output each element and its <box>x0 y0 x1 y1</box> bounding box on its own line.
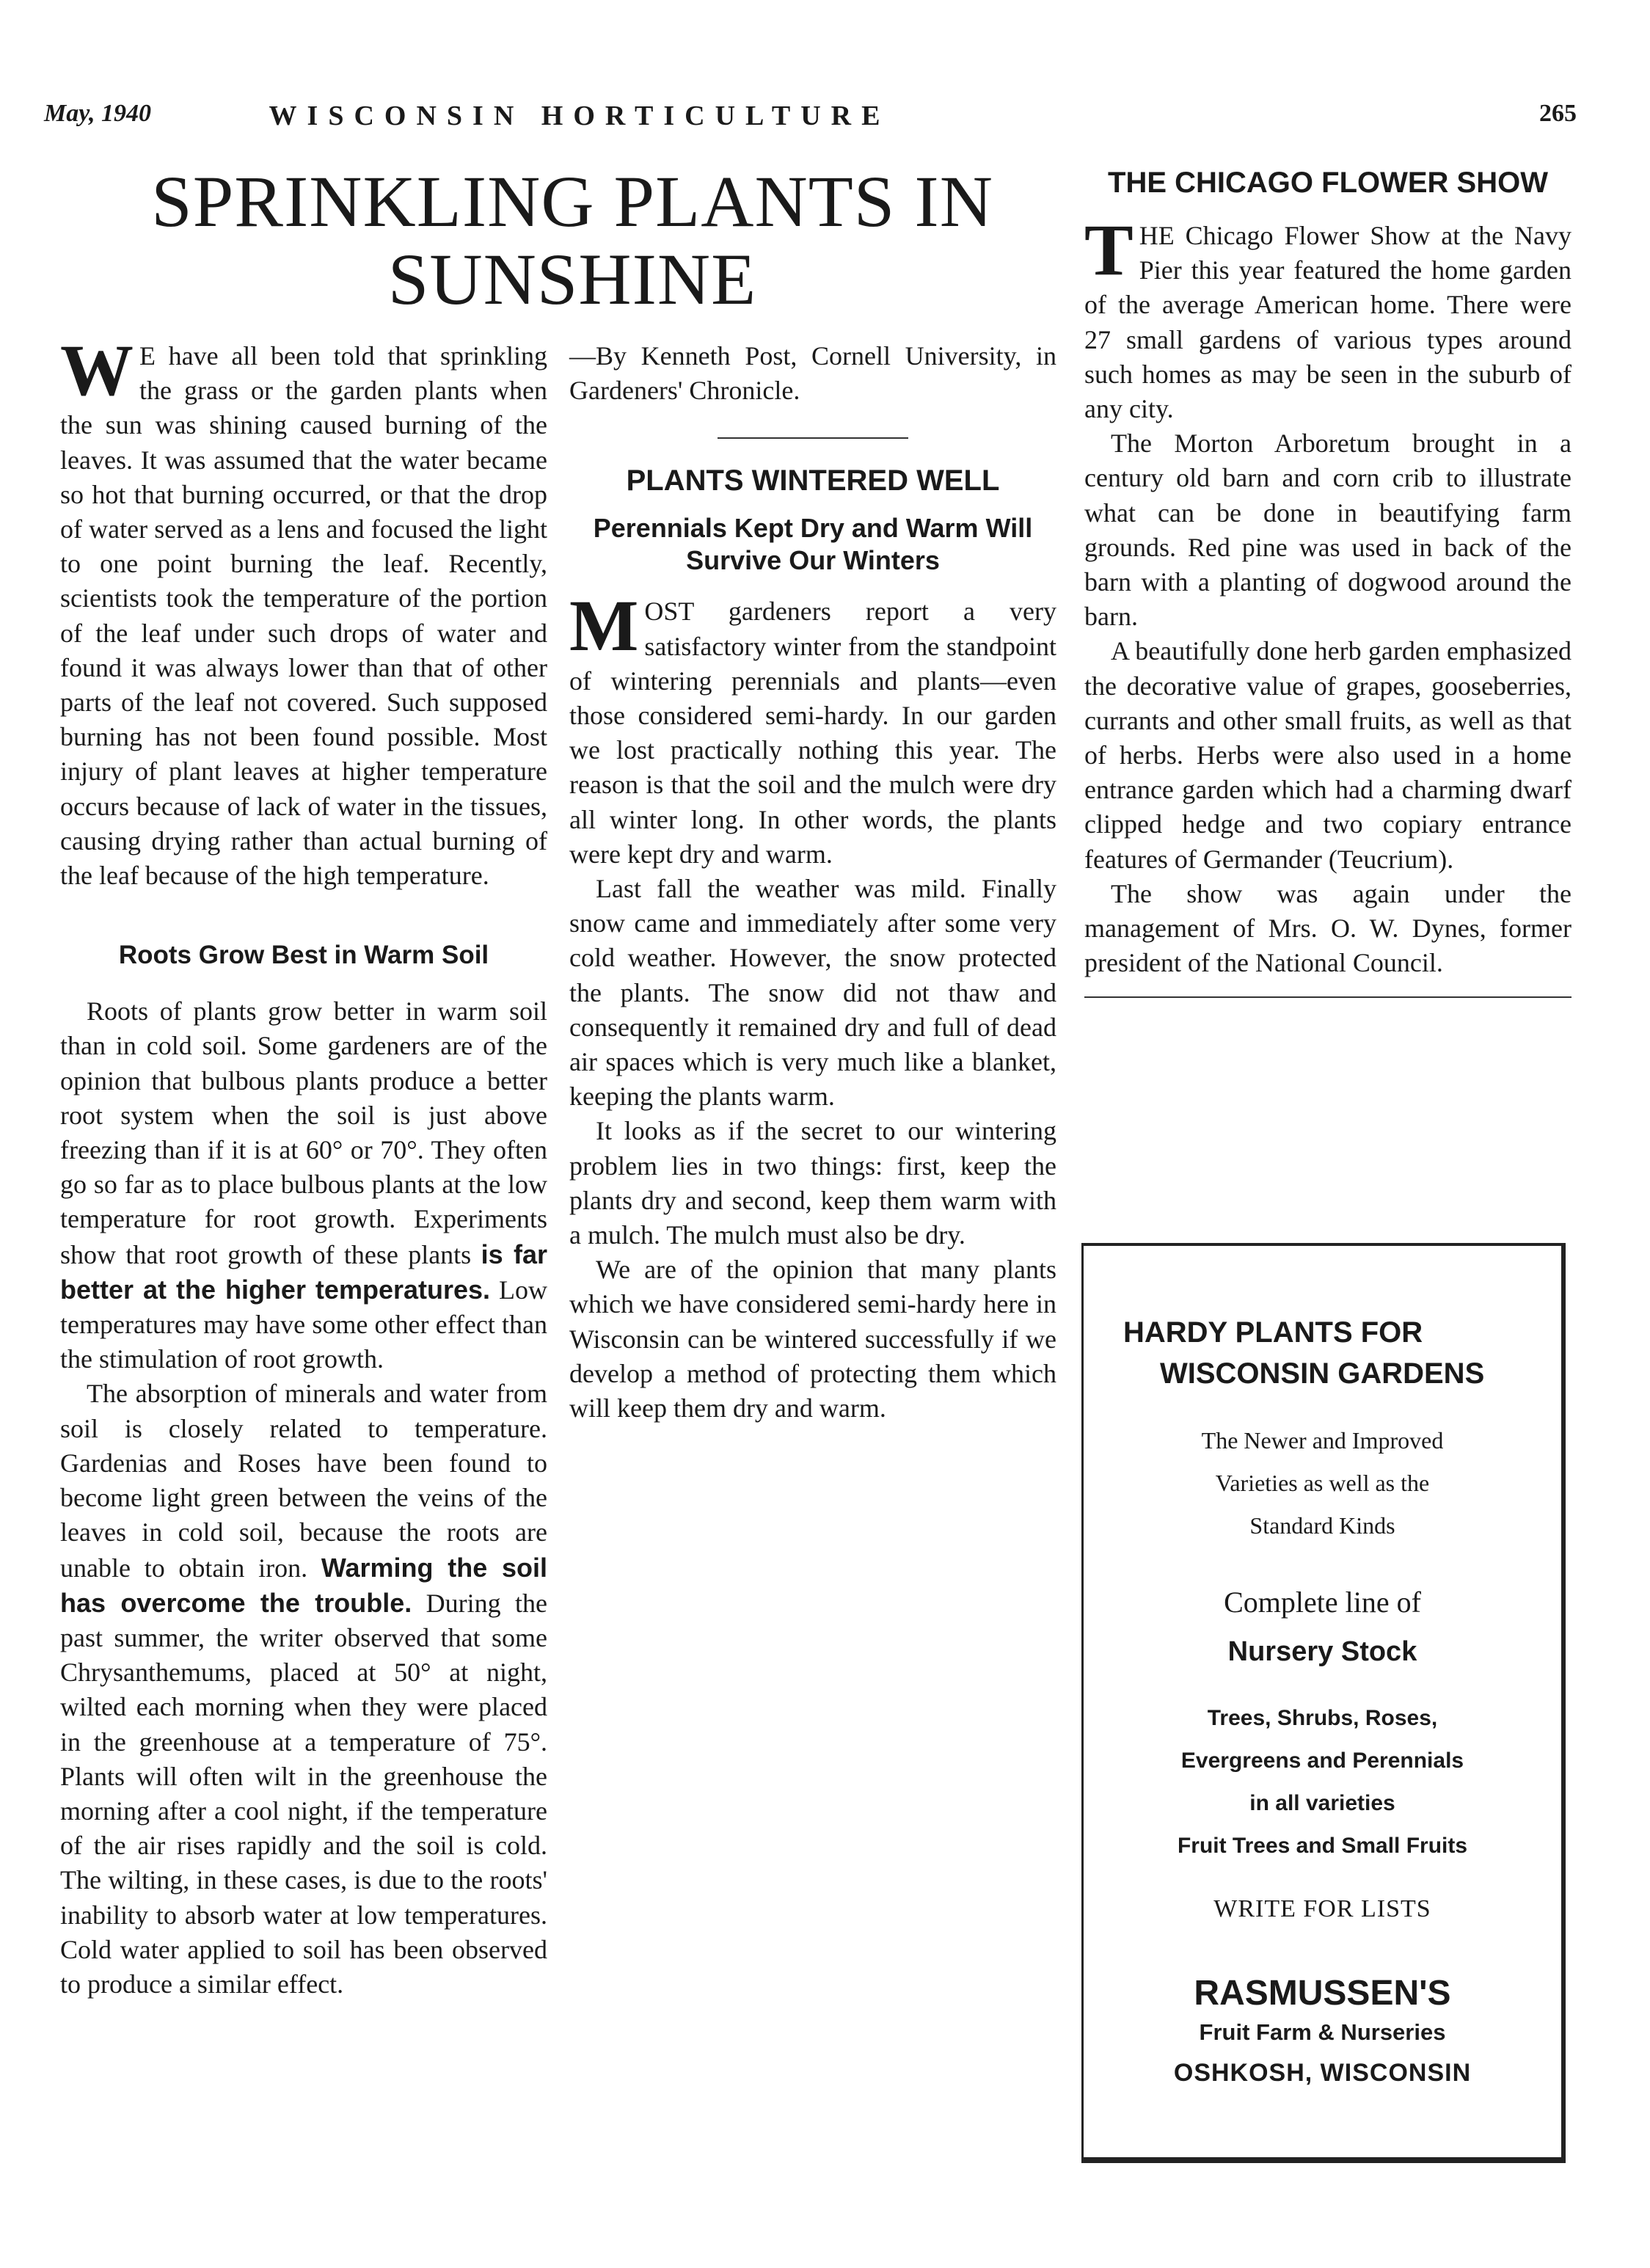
section-divider <box>718 437 908 439</box>
ad-company-name: RASMUSSEN'S <box>1194 1974 1451 2013</box>
article-paragraph: We are of the opinion that many plants which we have considered semi-hardy here in Wisconsin can be wintered successfully if we develop a method of protecting them which will keep them dry and warm. <box>569 1255 1056 1423</box>
article-paragraph: Last fall the weather was mild. Finally snow came and immediately after some very cold weather. However, the snow protected the plants. The snow did not thaw and consequently it remained dry and full of dead air spaces which is very much like a blanket, keeping the plants warm. <box>569 874 1056 1112</box>
article-paragraph: Roots of plants grow better in warm soil than in cold soil. Some gardeners are of the opinion that bulbous plants produce a better root system when the soil is just above freezing than if it is at 60° or 70°. They often go so far as to place bulbous plants at the low temperature for root growth. Experiments show that root growth of these plants is far better at the higher temperatures. Low temperatures may have some other effect than the stimulation of root growth. <box>60 996 548 1374</box>
drop-cap: W <box>60 329 134 411</box>
column-middle <box>569 339 1056 1426</box>
issue-date: May, 1940 <box>44 100 152 127</box>
column-left <box>60 329 548 2002</box>
article-paragraph: It looks as if the secret to our wintering problem lies in two things: first, keep the plants dry and second, keep them warm with a mulch. The mulch must also be dry. <box>569 1116 1056 1250</box>
article-paragraph: THE Chicago Flower Show at the Navy Pier this year featured the home garden of the average American home. There were 27 small gardens of various types around such homes as may be seen in the suburb of any city. <box>1084 209 1571 424</box>
section-divider <box>1084 996 1571 998</box>
ad-heading: HARDY PLANTS FOR WISCONSIN GARDENS <box>1123 1316 1485 1390</box>
ad-varieties: Trees, Shrubs, Roses, Evergreens and Perennials in all varieties Fruit Trees and Small Fruits <box>1177 1706 1468 1858</box>
column-right <box>1084 166 1571 998</box>
article-title-chicago: THE CHICAGO FLOWER SHOW <box>1108 167 1548 199</box>
ad-company-subtitle: Fruit Farm & Nurseries <box>1199 2019 1446 2045</box>
article-paragraph: A beautifully done herb garden emphasized the decorative value of grapes, gooseberries, currants and other small fruits, as well as that of herbs. Herbs were also used in a home entrance garden which had a charming dwarf clipped hedge and two copiary entrance features of Germander (Teucrium). <box>1084 636 1571 874</box>
drop-cap: T <box>1084 209 1134 291</box>
article-paragraph: The Morton Arboretum brought in a century old barn and corn crib to illustrate what can be done in beautifying farm grounds. Red pine was used in back of the barn with a planting of dogwood around the barn. <box>1084 429 1571 632</box>
ad-location: OSHKOSH, WISCONSIN <box>1173 2059 1472 2087</box>
article-title-sprinkling: SPRINKLING PLANTS IN SUNSHINE <box>151 161 993 320</box>
ad-nursery-stock: Nursery Stock <box>1227 1636 1417 1667</box>
article-title-wintered: PLANTS WINTERED WELL <box>626 464 1000 497</box>
article-subtitle-wintered: Perennials Kept Dry and Warm Will Survive Our Winters <box>593 513 1033 576</box>
page-number: 265 <box>1539 100 1577 127</box>
ad-call-to-action: WRITE FOR LISTS <box>1213 1895 1431 1922</box>
article-paragraph: MOST gardeners report a very satisfactory winter from the standpoint of wintering perennials and plants—even those considered semi-hardy. In our garden we lost practically nothing this year. The reason is that the soil and the mulch were dry all winter long. In other words, the plants were kept dry and warm. <box>569 585 1056 869</box>
nursery-advertisement <box>1081 1243 1566 2163</box>
article-paragraph: The absorption of minerals and water from soil is closely related to temperature. Gardenias and Roses have been found to become light green between the veins of the leaves in cold soil, because the roots are unable to obtain iron. Warming the soil has overcome the trouble. During the past summer, the writer observed that some Chrysanthemums, placed at 50° at night, wilted each morning when they were placed in the greenhouse at a temperature of 75°. Plants will often wilt in the greenhouse the morning after a cool night, if the temperature of the air rises rapidly and the soil is cold. The wilting, in these cases, is due to the roots' inability to absorb water at low temperatures. Cold water applied to soil has been observed to produce a similar effect. <box>60 1379 548 1999</box>
subheading-roots: Roots Grow Best in Warm Soil <box>118 941 489 970</box>
article-paragraph: The show was again under the management of Mrs. O. W. Dynes, former president of the National Council. <box>1084 878 1571 978</box>
drop-cap: M <box>569 585 639 667</box>
ad-complete-line: Complete line of <box>1224 1586 1421 1619</box>
journal-title: WISCONSIN HORTICULTURE <box>269 101 891 131</box>
article-paragraph: W E have all been told that sprinkling the grass or the garden plants when the sun was shining caused burning of the leaves. It was assumed that the water became so hot that burning occurred, or that the drop of water served as a lens and focused the light to one point burning the leaf. Recently, scientists took the temperature of the portion of the leaf under such drops of water and found it was always lower than that of other parts of the leaf not covered. Such supposed burning has not been found possible. Most injury of plant leaves at higher temperature occurs because of lack of water in the tissues, causing drying rather than actual burning of the leaf because of the high temperature. <box>60 329 547 891</box>
byline: —By Kenneth Post, Cornell University, in Gardeners' Chronicle. <box>569 341 1056 406</box>
ad-intro: The Newer and Improved Varieties as well as the Standard Kinds <box>1201 1427 1444 1539</box>
